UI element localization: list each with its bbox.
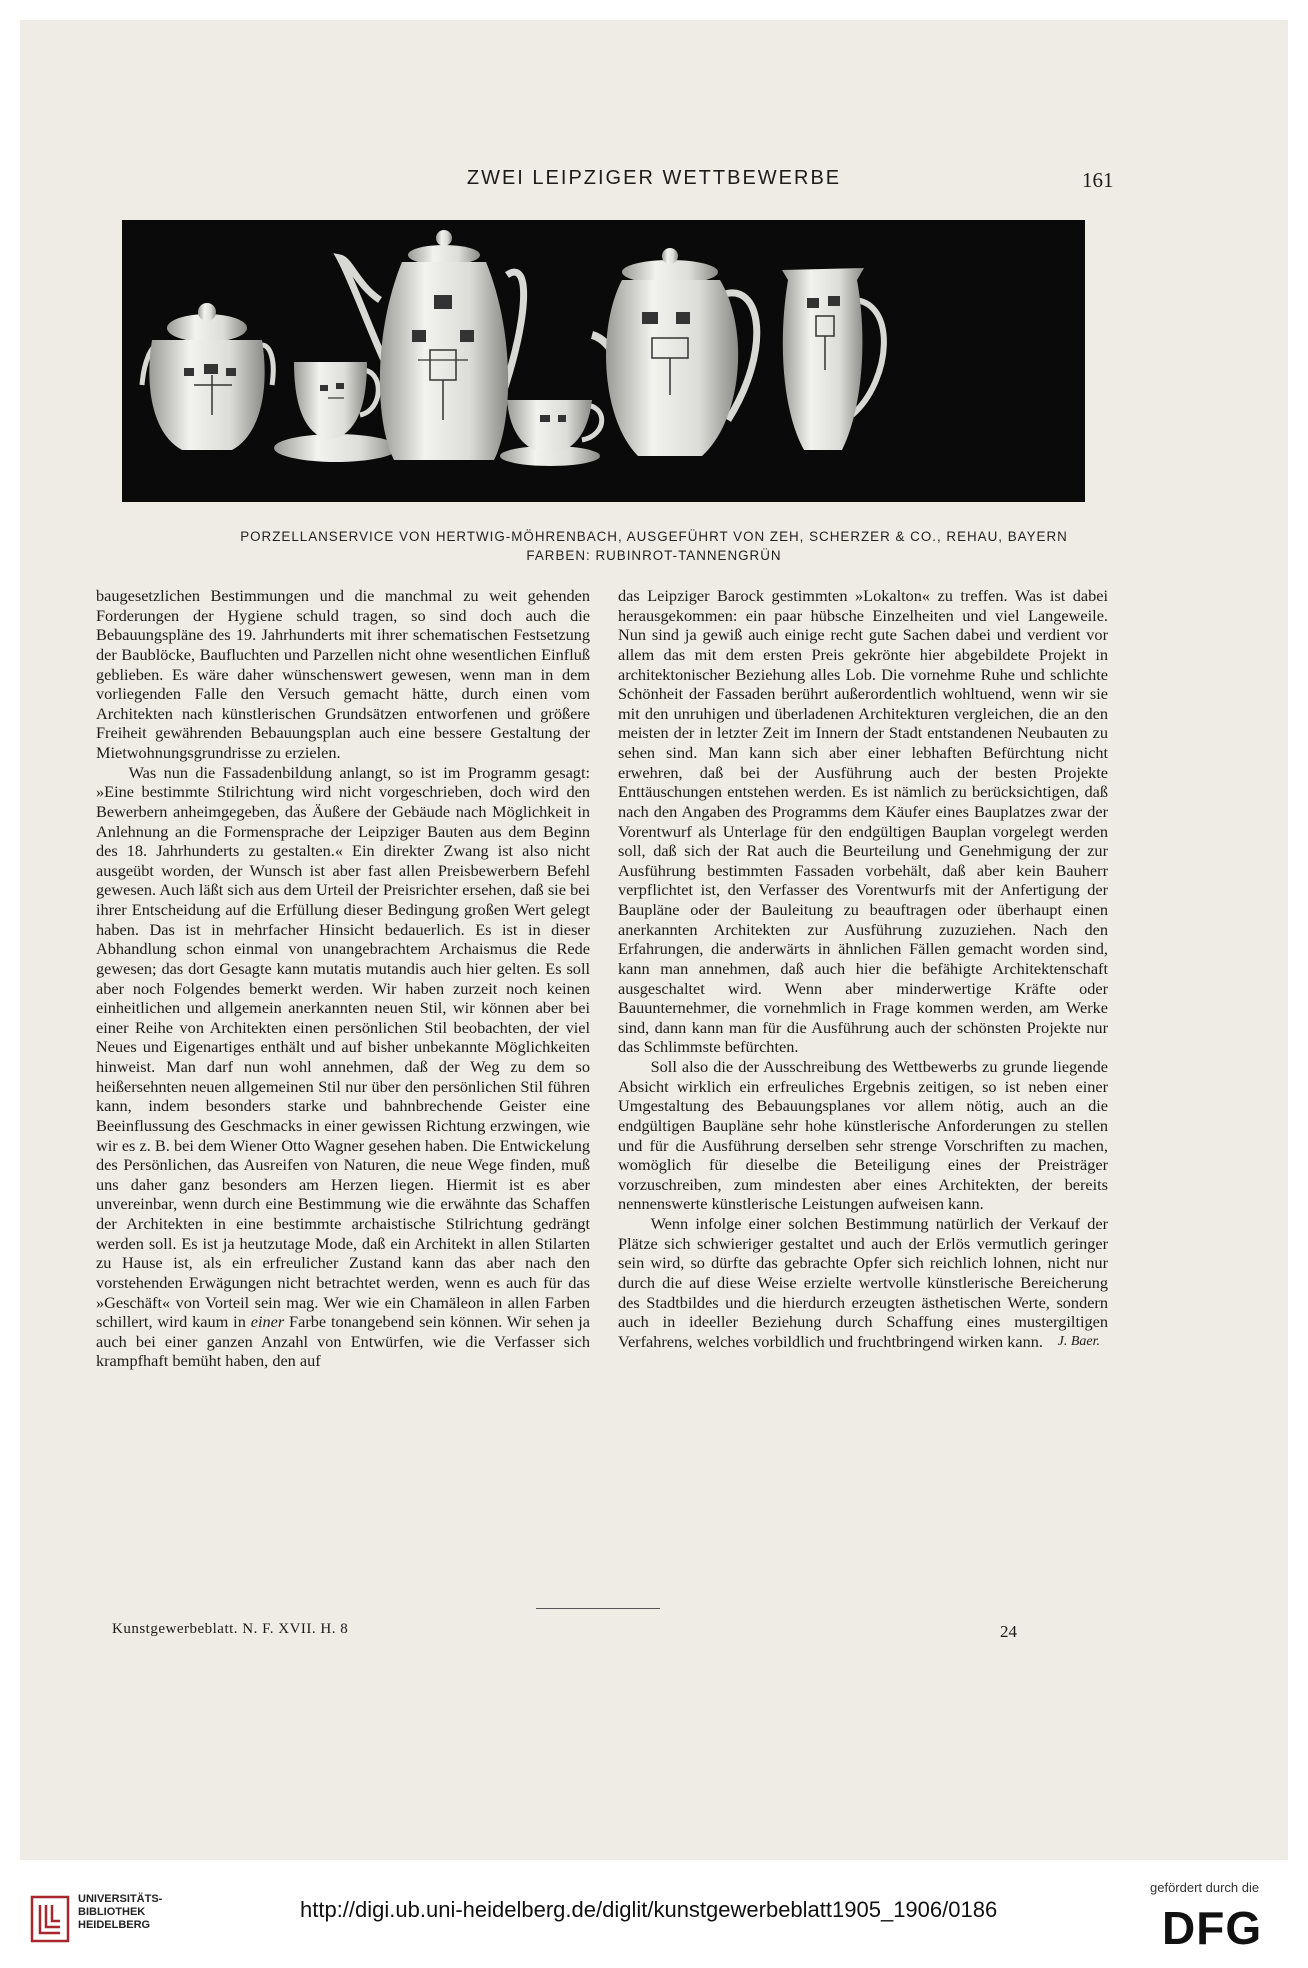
left-paragraph-2-end: Farbe tonangebend sein können. Wir sehen ja auch bei einer ganzen Anzahl von Entwürfen, wie die Verfasser sich krampfhaft bemüht haben, den auf xyxy=(96,1312,590,1371)
dfg-logo: DFG xyxy=(1162,1902,1263,1954)
left-paragraph-2 xyxy=(96,763,590,1371)
permalink-url[interactable]: http://digi.ub.uni-heidelberg.de/diglit/kunstgewerbeblatt1905_1906/0186 xyxy=(300,1897,998,1922)
library-name xyxy=(78,1893,162,1932)
page-number: 161 xyxy=(1082,168,1114,192)
right-paragraph-3: Wenn infolge einer solchen Bestimmung natürlich der Verkauf der Plätze sich schwieriger gestaltet und auch der Erlös vermutlich geringer sein wird, so dürfte das gebrachte Opfer sich reichlich lohnen, nicht nur durch die auf diese Weise erzielte wertvolle künstlerische Bereicherung des Stadtbildes und die hierdurch erzeugten ästhetischen Werte, sondern auch in ideeller Beziehung durch Schaffung eines mustergiltigen Verfahrens, welches vorbildlich und fruchtbringend wirken kann. xyxy=(618,1214,1108,1351)
library-logo-icon xyxy=(30,1895,70,1943)
left-paragraph-2-text: Was nun die Fassadenbildung anlangt, so ist im Programm gesagt: »Eine bestimmte Stilrichtung wird nicht vorgeschrieben, doch wird den Bewerbern anheimgegeben, das Äußere der Gebäude nach Möglichkeit in Anlehnung an die Formensprache der Leipziger Bauten aus dem Beginn des 18. Jahrhunderts zu gestalten.« Ein direkter Zwang ist also nicht ausgeübt worden, der Wunsch ist aber fast allen Preisbewerbern Befehl gewesen. Auch läßt sich aus dem Urteil der Preisrichter ersehen, daß sie bei ihrer Entscheidung auf die Erfüllung dieser Bedingung großen Wert gelegt haben. Das ist in mehrfacher Hinsicht bedauerlich. Es ist in dieser Abhandlung schon einmal von unangebrachtem Archaismus die Rede gewesen; das dort Gesagte kann mutatis mutandis auch hier gelten. Es soll aber noch Folgendes bemerkt werden. Wir haben zurzeit noch keinen einheitlichen und allgemein anerkannten neuen Stil, wir können aber bei einer Reihe von Architekten einen persönlichen Stil beobachten, der viel Neues und Eigenartiges enthält und auf bisher unbekannte Möglichkeiten hinweist. Man darf nun wohl annehmen, daß der Weg zu dem so heißersehnten neuen allgemeinen Stil nur über den persönlichen Stil führen kann, indem besonders starke und bahnbrechende Geister eine Beeinflussung des Geschmacks in einer gewissen Richtung erzwingen, wie wir es z. B. bei dem Wiener Otto Wagner gesehen haben. Die Entwickelung des Persönlichen, das Ausreifen von Naturen, die neue Wege finden, muß uns daher ganz besonders am Herzen liegen. Hiermit ist es aber unvereinbar, wenn durch eine Bestimmung wie die erwähnte das Schaffen der Architekten in eine bestimmte archaistische Stilrichtung gedrängt werden soll. Es ist ja heutzutage Mode, daß ein Architekt in allen Stilarten zu Hause ist, als ein erfreulicher Zustand kann das aber nach den vorstehenden Erwägungen nicht betrachtet werden, wenn es auch für das »Geschäft« von Vorteil sein mag. Wer wie ein Chamäleon in allen Farben schillert, wird kaum in xyxy=(96,762,590,1332)
funding-note: gefördert durch die xyxy=(1150,1880,1260,1895)
author-signature: J. Baer. xyxy=(1057,1334,1100,1350)
left-column xyxy=(96,586,590,1371)
library-name-line-3: HEIDELBERG xyxy=(78,1919,151,1931)
sheet-number: 24 xyxy=(1000,1622,1017,1641)
journal-reference: Kunstgewerbeblatt. N. F. XVII. H. 8 xyxy=(112,1621,349,1637)
library-name-line-1: UNIVERSITÄTS- xyxy=(78,1893,163,1905)
porcelain-service-photo xyxy=(122,220,1085,502)
right-paragraph-1: das Leipziger Barock gestimmten »Lokalton« zu treffen. Was ist dabei herausgekommen: ein paar hübsche Einzelheiten und viel Langeweile. Nun sind ja gewiß auch einige recht gute Sachen dabei und verdient vor allem das mit dem ersten Preis gekrönte hier abgebildete Projekt in architektonischer Beziehung alles Lob. Die vornehme Ruhe und schlichte Schönheit der Fassaden berührt außerordentlich wohltuend, wenn wir sie mit den unruhigen und überladenen Architekturen vergleichen, die an den meisten der in letzter Zeit im Innern der Stadt entstandenen Neubauten zu sehen sind. Man kann sich aber einer lebhaften Befürchtung nicht erwehren, daß bei der Ausführung auch der besten Projekte Enttäuschungen entstehen werden. Es ist nämlich zu berücksichtigen, daß nach den Angaben des Programms dem Käufer eines Bauplatzes zwar der Vorentwurf als Unterlage für den endgültigen Bauplan vorgelegt werden soll, daß sich der Rat auch die Beurteilung und Genehmigung der zur Ausführung bestimmten Fassaden vorbehält, daß aber kein Bauherr verpflichtet ist, den Verfasser des Vorentwurfs mit der Anfertigung der Baupläne oder der Bauleitung zu beauftragen oder überhaupt einen anerkannten Architekten zur Ausführung zuzuziehen. Nach den Erfahrungen, die anderwärts in ähnlichen Fällen gemacht worden sind, kann man annehmen, daß auch hier die befähigte Architektenschaft ausgeschaltet wird. Wenn aber minderwertige Kräfte oder Bauunternehmer, die vornehmlich in Frage kommen werden, am Werke sind, dann kann man für die Ausführung auch der schönsten Projekte nur das Schlimmste befürchten. xyxy=(618,586,1108,1057)
emphasis-word: einer xyxy=(250,1312,285,1332)
right-column xyxy=(618,586,1108,1352)
library-name-line-2: BIBLIOTHEK xyxy=(78,1906,146,1918)
caption-line-2: FARBEN: RUBINROT-TANNENGRÜN xyxy=(526,548,782,563)
caption-line-1: PORZELLANSERVICE VON HERTWIG-MÖHRENBACH, AUSGEFÜHRT VON ZEH, SCHERZER & CO., REHAU, BAYERN xyxy=(240,529,1068,544)
running-title: ZWEI LEIPZIGER WETTBEWERBE xyxy=(466,167,842,189)
figure-caption xyxy=(100,527,1208,565)
left-paragraph-1: baugesetzlichen Bestimmungen und die manchmal zu weit gehenden Forderungen der Hygiene schuld tragen, so sind doch auch die Bebauungspläne des 19. Jahrhunderts mit ihrer schematischen Festsetzung der Baublöcke, Baufluchten und Parzellen nicht ohne wesentlichen Einfluß geblieben. Es wäre daher wünschenswert gewesen, wenn man in dem vorliegenden Falle den Versuch gemacht hätte, durch einen vom Architekten nach künstlerischen Grundsätzen entworfenen und größere Freiheit gewährenden Bebauungsplan auch eine bessere Gestaltung der Mietwohnungsgrundrisse zu erzielen. xyxy=(96,586,590,762)
right-paragraph-2: Soll also die der Ausschreibung des Wettbewerbs zu grunde liegende Absicht wirklich ein erfreuliches Ergebnis zeitigen, so ist neben einer Umgestaltung des Bebauungsplanes vor allem nötig, auch an die endgültigen Baupläne sehr hohe künstlerische Anforderungen zu stellen und für die Ausführung derselben sehr strenge Vorschriften zu machen, womöglich für dieselbe die Beteiligung eines der Preisträger vorzuschreiben, zum mindesten aber eines Architekten, der bereits nennenswerte künstlerische Leistungen aufweisen kann. xyxy=(618,1057,1108,1214)
footer-rule xyxy=(536,1608,660,1609)
